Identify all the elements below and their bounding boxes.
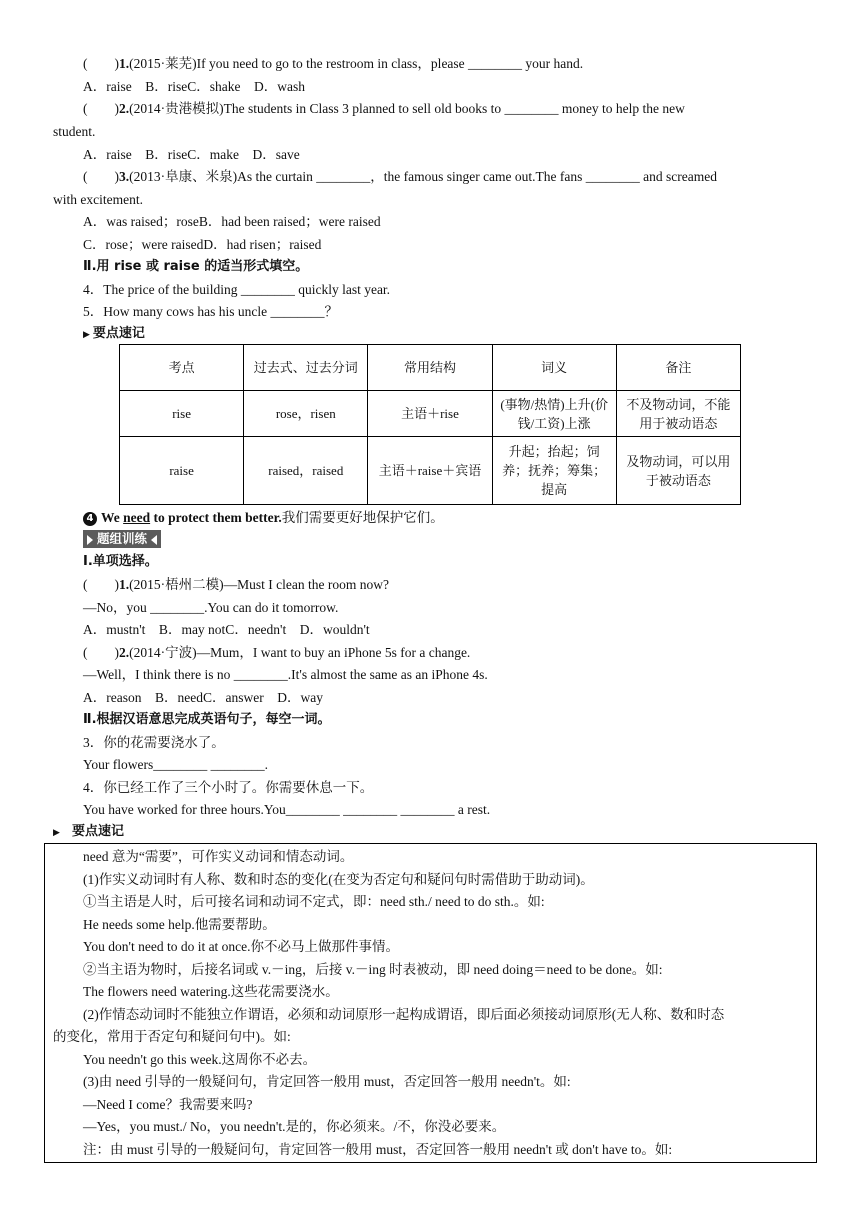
question-4-english: You have worked for three hours.You________ ________ ________ a rest. [83, 802, 491, 817]
group-training-badge [83, 530, 161, 548]
table-cell: 主语＋rise [368, 391, 492, 437]
box-line: —Need I come？我需要来吗? [83, 1097, 253, 1112]
table-cell: 及物动词，可以用于被动语态 [616, 437, 740, 505]
table-cell: rise [120, 391, 244, 437]
memo-heading-2 [53, 823, 124, 842]
question-2-continuation: student. [53, 124, 96, 139]
question-1-options: A．raise B．riseC．shake D．wash [83, 79, 305, 94]
underlined-word: need [123, 510, 151, 525]
box-line: You needn't go this week.这周你不必去。 [83, 1052, 317, 1067]
need-notes-box [44, 843, 817, 1163]
section-1-title: Ⅰ.单项选择。 [83, 554, 158, 569]
question-3-options-ab: A．was raised；roseB．had been raised；were raised [83, 214, 381, 229]
question-need-2-options: A．reason B．needC．answer D．way [83, 690, 323, 705]
answer-blank[interactable]: ( ) [83, 56, 119, 71]
table-row [120, 437, 741, 505]
number-badge-icon: 4 [83, 512, 97, 526]
table-cell: 不及物动词，不能用于被动语态 [616, 391, 740, 437]
table-header-cell: 过去式、过去分词 [244, 345, 368, 391]
question-text: (2015·莱芜)If you need to go to the restroom in class，please ________ your hand. [129, 56, 584, 71]
box-line: You don't need to do it at once.你不必马上做那件事情。 [83, 939, 400, 954]
section-2-title: Ⅱ.用 rise 或 raise 的适当形式填空。 [83, 259, 309, 274]
box-line: —Yes，you must./ No，you needn't.是的，你必须来。/不，你没必要来。 [83, 1119, 506, 1134]
memo-title: 要点速记 [92, 326, 145, 341]
box-line: (1)作实义动词时有人称、数和时态的变化(在变为否定句和疑问句时需借助于助动词)。 [83, 872, 594, 887]
question-text: (2014·贵港模拟)The students in Class 3 planned to sell old books to ________ money to help the new [129, 101, 685, 116]
question-2-options: A．raise B．riseC．make D．save [83, 147, 300, 162]
triangle-icon: ▶ [53, 828, 60, 838]
table-cell: raise [120, 437, 244, 505]
table-cell: 升起；抬起；饲养；抚养；筹集；提高 [492, 437, 616, 505]
table-cell: raised，raised [244, 437, 368, 505]
question-text: (2014·宁波)—Mum，I want to buy an iPhone 5s for a change. [129, 645, 471, 660]
question-number: 1. [119, 56, 130, 71]
box-line: The flowers need watering.这些花需要浇水。 [83, 984, 339, 999]
question-1-rise-raise [83, 55, 583, 73]
arrow-right-icon [87, 535, 93, 545]
table-cell: (事物/热情)上升(价钱/工资)上涨 [492, 391, 616, 437]
question-need-2-reply: —Well，I think there is no ________.It's almost the same as an iPhone 4s. [83, 667, 488, 682]
question-number: 1. [119, 577, 130, 592]
question-need-1-reply: —No，you ________.You can do it tomorrow. [83, 600, 339, 615]
table-cell: rose，risen [244, 391, 368, 437]
question-2-rise-raise [83, 100, 685, 118]
table-header-cell: 词义 [492, 345, 616, 391]
table-header-cell: 常用结构 [368, 345, 492, 391]
answer-blank[interactable]: ( ) [83, 101, 119, 116]
question-text: (2015·梧州二模)—Must I clean the room now? [129, 577, 389, 592]
box-line: 的变化，常用于否定句和疑问句中)。如: [53, 1029, 291, 1044]
answer-blank[interactable]: ( ) [83, 577, 119, 592]
question-3-chinese: 3．你的花需要浇水了。 [83, 735, 225, 750]
sentence-post: to protect them better. [150, 510, 282, 525]
sentence-pre: We [101, 510, 124, 525]
question-5-fill: 5．How many cows has his uncle ________？ [83, 304, 338, 319]
answer-blank[interactable]: ( ) [83, 169, 119, 184]
question-text: (2013·阜康、米泉)As the curtain ________，the famous singer came out.The fans ________ and screamed [129, 169, 717, 184]
table-header-row [120, 345, 741, 391]
box-line: ①当主语是人时，后可接名词和动词不定式，即：need sth./ need to do sth.。如: [83, 894, 545, 909]
question-need-1-options: A．mustn't B．may notC．needn't D．wouldn't [83, 622, 370, 637]
triangle-icon: ▶ [83, 330, 90, 340]
question-3-continuation: with excitement. [53, 192, 143, 207]
table-cell: 主语＋raise＋宾语 [368, 437, 492, 505]
memo-heading-1 [83, 325, 145, 344]
question-number: 2. [119, 101, 130, 116]
point-4-sentence [83, 509, 444, 527]
badge-label: 题组训练 [97, 531, 148, 546]
box-line: (3)由 need 引导的一般疑问句，肯定回答一般用 must，否定回答一般用 needn't。如: [83, 1074, 571, 1089]
question-3-options-cd: C．rose；were raisedD．had risen；raised [83, 237, 322, 252]
box-line: ②当主语为物时，后接名词或 v.－ing，后接 v.－ing 时表被动，即 need doing＝need to be done。如: [83, 962, 663, 977]
box-line: (2)作情态动词时不能独立作谓语，必须和动词原形一起构成谓语，即后面必须接动词原形(无人称、数和时态 [83, 1007, 725, 1022]
question-need-1 [83, 576, 389, 594]
box-line: He needs some help.他需要帮助。 [83, 917, 276, 932]
answer-blank[interactable]: ( ) [83, 645, 119, 660]
table-header-cell: 考点 [120, 345, 244, 391]
box-line: 注：由 must 引导的一般疑问句，肯定回答一般用 must，否定回答一般用 needn't 或 don't have to。如: [83, 1142, 673, 1157]
rise-raise-table [119, 344, 741, 505]
table-header-cell: 备注 [616, 345, 740, 391]
section-2-title-translate: Ⅱ.根据汉语意思完成英语句子，每空一词。 [83, 712, 331, 727]
question-4-chinese: 4．你已经工作了三个小时了。你需要休息一下。 [83, 780, 374, 795]
arrow-left-icon [151, 535, 157, 545]
question-3-english: Your flowers________ ________. [83, 757, 269, 772]
question-number: 3. [119, 169, 130, 184]
box-line: need 意为“需要”，可作实义动词和情态动词。 [83, 849, 354, 864]
memo-title: 要点速记 [71, 824, 124, 839]
sentence-translation: 我们需要更好地保护它们。 [281, 510, 444, 525]
question-4-fill: 4．The price of the building ________ quickly last year. [83, 282, 391, 297]
question-number: 2. [119, 645, 130, 660]
question-need-2 [83, 644, 470, 662]
question-3-rise-raise [83, 168, 717, 186]
table-row [120, 391, 741, 437]
